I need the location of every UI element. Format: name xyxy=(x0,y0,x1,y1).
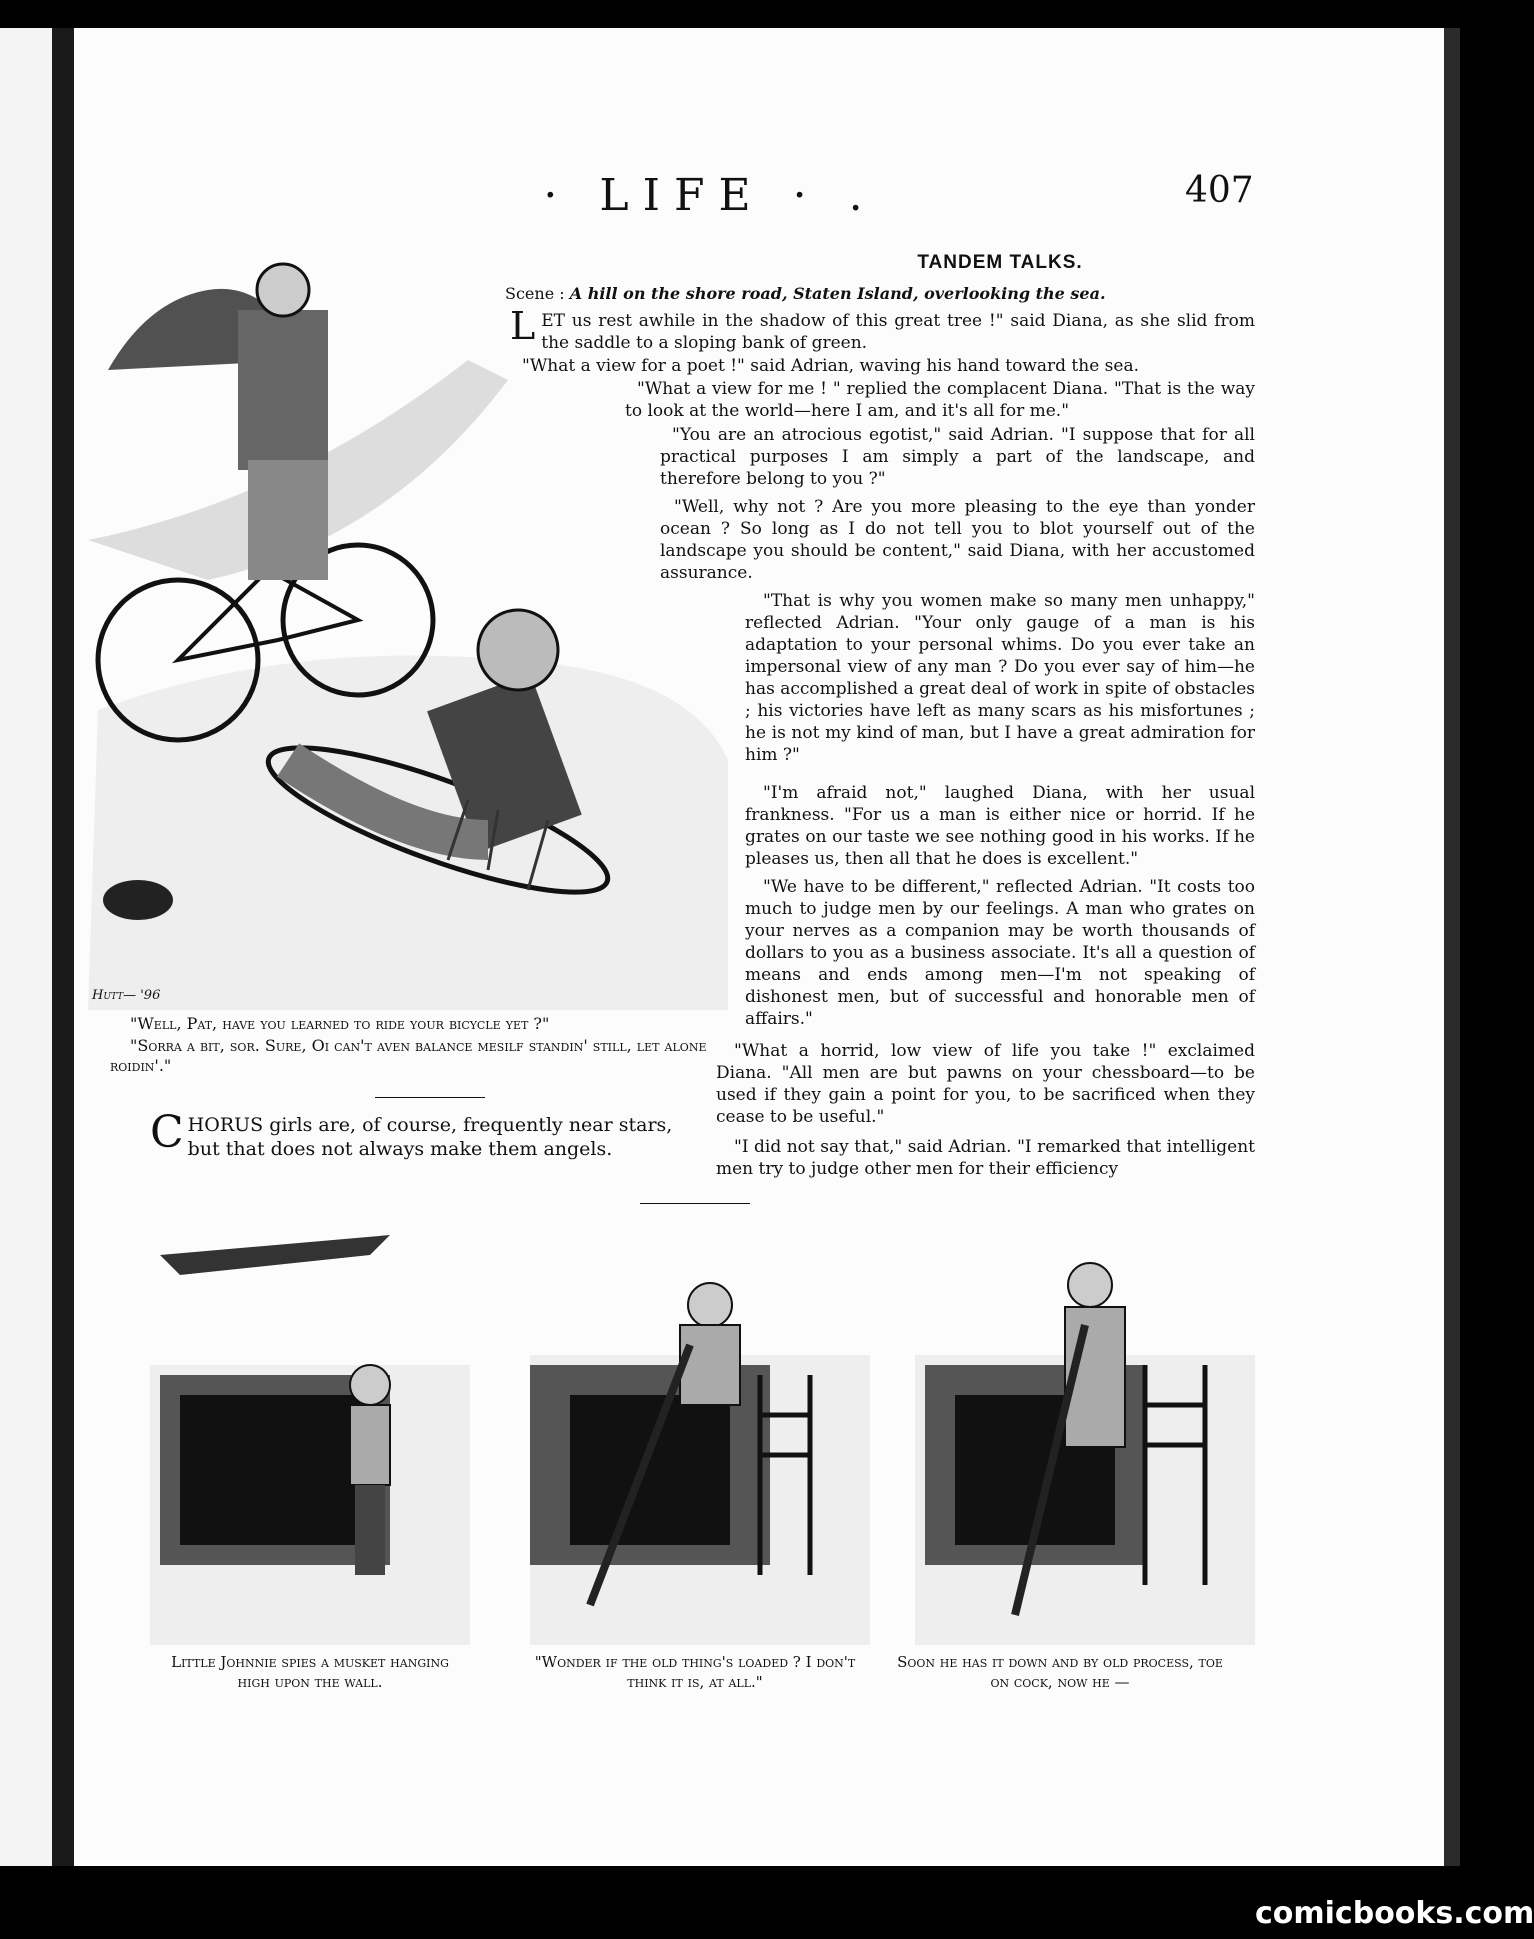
story-p4: "You are an atrocious egotist," said Adrian. "I suppose that for all practical purposes I am simply a part of the landscape, and therefore belong to you ?" xyxy=(660,425,1255,489)
article-title: TANDEM TALKS. xyxy=(917,252,1083,273)
story-p7: "I'm afraid not," laughed Diana, with her usual frankness. "For us a man is either nice or horrid. If he grates on our taste we see nothing good in his works. If he pleases us, then all that he does is excellent." xyxy=(745,783,1255,869)
watermark: comicbooks.com xyxy=(1255,1896,1534,1931)
panel-3-drawing xyxy=(915,1225,1255,1645)
chorus-dropcap: C xyxy=(150,1107,184,1158)
story-p10: "I did not say that," said Adrian. "I remarked that intelligent men try to judge other men for their efficiency xyxy=(716,1137,1255,1179)
book-gutter xyxy=(52,28,74,1866)
scene-label: Scene : xyxy=(505,284,565,303)
panel-2-illustration xyxy=(530,1225,870,1645)
separator-rule xyxy=(375,1097,485,1098)
story-p1-text: ET us rest awhile in the shadow of this great tree !" said Diana, as she slid from the saddle to a sloping bank of green. xyxy=(541,311,1255,353)
cartoon-caption-line-2: "Sorra a bit, sor. Sure, Oi can't aven balance mesilf standin' still, let alone roidin'." xyxy=(110,1036,707,1075)
scene-text: A hill on the shore road, Staten Island, overlooking the sea. xyxy=(569,284,1106,303)
story-p5: "Well, why not ? Are you more pleasing to the eye than yonder ocean ? So long as I do not tell you to blot yourself out of the landscape you should be content," said Diana, with her accustomed assurance. xyxy=(660,497,1255,583)
facing-page-edge xyxy=(0,28,52,1866)
story-p9: "What a horrid, low view of life you take !" exclaimed Diana. "All men are but pawns on your chessboard—to be used if they gain a point for you, to be sacrificed when they cease to be useful." xyxy=(716,1041,1255,1127)
story-p1 xyxy=(510,304,1255,354)
panel-3-caption: Soon he has it down and by old process, toe on cock, now he — xyxy=(897,1653,1223,1691)
panel-2-caption: "Wonder if the old thing's loaded ? I don't think it is, at all." xyxy=(534,1653,856,1691)
panel-2-drawing xyxy=(530,1225,870,1645)
panel-1-drawing xyxy=(150,1225,470,1645)
story-p3: "What a view for me ! " replied the complacent Diana. "That is the way to look at the world—here I am, and it's all for me." xyxy=(625,379,1255,421)
panel-1-illustration xyxy=(150,1225,470,1645)
panel-1-caption: Little Johnnie spies a musket hanging high upon the wall. xyxy=(171,1653,449,1691)
artist-signature: Hutt— '96 xyxy=(92,988,161,1003)
panel-separator-rule xyxy=(640,1203,750,1204)
story-p2: "What a view for a poet !" said Adrian, waving his hand toward the sea. xyxy=(522,356,1139,376)
page-edge-shadow xyxy=(1444,28,1460,1866)
page-number: 407 xyxy=(1185,170,1254,211)
story-p8: "We have to be different," reflected Adrian. "It costs too much to judge men by our feelings. A man who grates on your nerves as a companion may be worth thousands of dollars to you as a business associate. It's all a question of means and ends among men—I'm not speaking of dishonest men, but of successful and honorable men of affairs." xyxy=(745,877,1255,1029)
masthead: · LIFE · . xyxy=(543,170,877,221)
panel-3-illustration xyxy=(915,1225,1255,1645)
cartoon-caption-line-1: "Well, Pat, have you learned to ride your bicycle yet ?" xyxy=(130,1014,550,1033)
chorus-text: HORUS girls are, of course, frequently near stars, but that does not always make them angels. xyxy=(187,1114,673,1160)
story-dropcap: L xyxy=(510,304,536,348)
story-p6: "That is why you women make so many men unhappy," reflected Adrian. "Your only gauge of a man is his adaptation to your personal whims. Do you ever take an impersonal view of any man ? Do you ever say of him—he has accomplished a great deal of work in spite of obstacles ; his victories have left as many scars as his misfortunes ; he is not my kind of man, but I have a great admiration for him ?" xyxy=(745,591,1255,765)
chorus-paragraph xyxy=(150,1107,680,1161)
